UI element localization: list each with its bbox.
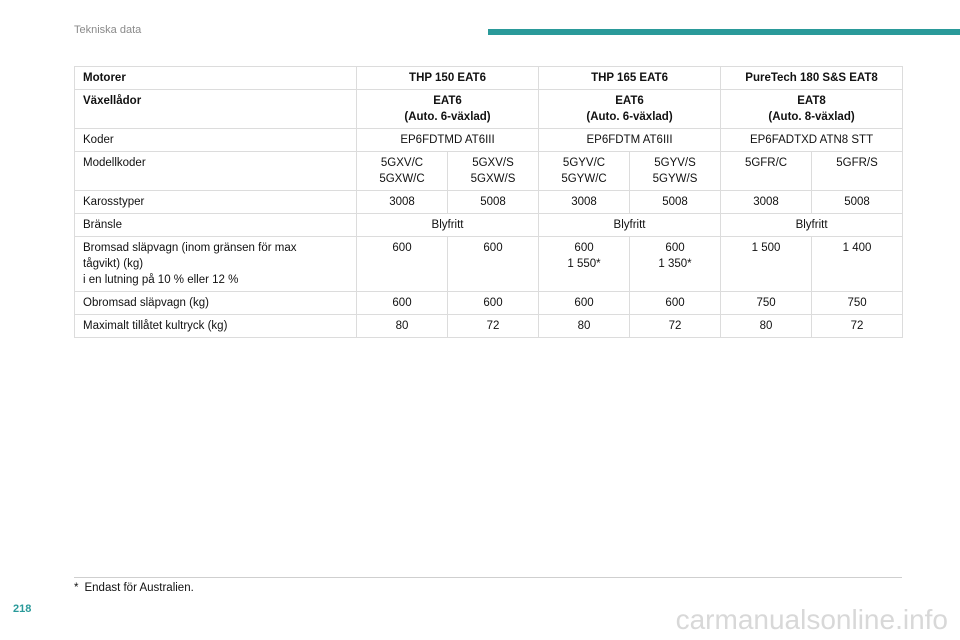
gearbox-cell — [357, 90, 539, 129]
value: 1 500 — [751, 242, 781, 254]
fuel-cell: Blyfritt — [721, 214, 903, 237]
row-label: Karosstyper — [75, 191, 357, 214]
body-type-cell: 3008 — [721, 191, 812, 214]
header-accent-bar — [488, 29, 960, 35]
model-code: 5GYW/S — [652, 173, 698, 185]
braked-trailer-cell — [721, 237, 812, 292]
code-cell: EP6FDTM AT6III — [539, 129, 721, 152]
row-label: Modellkoder — [75, 152, 357, 191]
label-line: i en lutning på 10 % eller 12 % — [83, 274, 239, 286]
unbraked-trailer-cell: 600 — [357, 292, 448, 315]
row-label: Koder — [75, 129, 357, 152]
model-code: 5GYV/S — [654, 157, 696, 169]
model-code: 5GFR/S — [836, 157, 878, 169]
row-label: Obromsad släpvagn (kg) — [75, 292, 357, 315]
row-label: Växellådor — [75, 90, 357, 129]
table-row-koder — [75, 129, 903, 152]
engine-puretech180: PureTech 180 S&S EAT8 — [721, 67, 903, 90]
engine-thp165: THP 165 EAT6 — [539, 67, 721, 90]
nose-weight-cell: 80 — [721, 315, 812, 338]
gearbox-name: EAT8 — [797, 95, 826, 107]
model-code: 5GYW/C — [561, 173, 607, 185]
table-row-modellkoder — [75, 152, 903, 191]
row-label: Motorer — [75, 67, 357, 90]
body-type-cell: 3008 — [539, 191, 630, 214]
code-cell: EP6FDTMD AT6III — [357, 129, 539, 152]
row-label — [75, 237, 357, 292]
table-row-motorer — [75, 67, 903, 90]
model-code-cell — [539, 152, 630, 191]
table-row-bransle — [75, 214, 903, 237]
body-type-cell: 3008 — [357, 191, 448, 214]
nose-weight-cell: 80 — [539, 315, 630, 338]
unbraked-trailer-cell: 600 — [630, 292, 721, 315]
engine-thp150: THP 150 EAT6 — [357, 67, 539, 90]
gearbox-desc: (Auto. 6-växlad) — [404, 111, 491, 123]
footnote-marker: * — [74, 582, 79, 594]
code-cell: EP6FADTXD ATN8 STT — [721, 129, 903, 152]
value: 600 — [574, 242, 594, 254]
gearbox-cell — [539, 90, 721, 129]
nose-weight-cell: 72 — [630, 315, 721, 338]
value: 1 400 — [842, 242, 872, 254]
nose-weight-cell: 72 — [448, 315, 539, 338]
table-row-kultryck — [75, 315, 903, 338]
unbraked-trailer-cell: 750 — [812, 292, 903, 315]
body-type-cell: 5008 — [630, 191, 721, 214]
section-title: Tekniska data — [74, 24, 142, 36]
gearbox-cell — [721, 90, 903, 129]
model-code: 5GXW/C — [379, 173, 425, 185]
footnote — [74, 577, 902, 594]
body-type-cell: 5008 — [812, 191, 903, 214]
table-row-vaxellador — [75, 90, 903, 129]
model-code: 5GXV/C — [380, 157, 424, 169]
gearbox-name: EAT6 — [433, 95, 462, 107]
model-code: 5GXW/S — [470, 173, 516, 185]
model-code-cell — [721, 152, 812, 191]
model-code: 5GFR/C — [744, 157, 788, 169]
fuel-cell: Blyfritt — [539, 214, 721, 237]
unbraked-trailer-cell: 600 — [539, 292, 630, 315]
technical-data-table — [74, 66, 903, 338]
watermark: carmanualsonline.info — [675, 604, 948, 635]
braked-trailer-cell — [630, 237, 721, 292]
page-number: 218 — [13, 603, 32, 615]
label-line: tågvikt) (kg) — [83, 258, 144, 270]
model-code: 5GXV/S — [472, 157, 514, 169]
model-code-cell — [630, 152, 721, 191]
nose-weight-cell: 80 — [357, 315, 448, 338]
unbraked-trailer-cell: 750 — [721, 292, 812, 315]
label-line: Bromsad släpvagn (inom gränsen för max — [83, 242, 297, 254]
row-label: Maximalt tillåtet kultryck (kg) — [75, 315, 357, 338]
braked-trailer-cell — [357, 237, 448, 292]
gearbox-desc: (Auto. 8-växlad) — [768, 111, 855, 123]
unbraked-trailer-cell: 600 — [448, 292, 539, 315]
nose-weight-cell: 72 — [812, 315, 903, 338]
model-code-cell — [448, 152, 539, 191]
value: 600 — [483, 242, 503, 254]
table-row-karosstyper — [75, 191, 903, 214]
value: 600 — [665, 242, 685, 254]
value: 1 350* — [658, 258, 692, 270]
braked-trailer-cell — [812, 237, 903, 292]
body-type-cell: 5008 — [448, 191, 539, 214]
table-row-obromsad — [75, 292, 903, 315]
value: 600 — [392, 242, 412, 254]
model-code-cell — [357, 152, 448, 191]
model-code: 5GYV/C — [562, 157, 606, 169]
value: 1 550* — [567, 258, 601, 270]
braked-trailer-cell — [448, 237, 539, 292]
table-row-bromsad — [75, 237, 903, 292]
gearbox-name: EAT6 — [615, 95, 644, 107]
footnote-text: Endast för Australien. — [84, 582, 194, 594]
fuel-cell: Blyfritt — [357, 214, 539, 237]
gearbox-desc: (Auto. 6-växlad) — [586, 111, 673, 123]
model-code-cell — [812, 152, 903, 191]
row-label: Bränsle — [75, 214, 357, 237]
braked-trailer-cell — [539, 237, 630, 292]
